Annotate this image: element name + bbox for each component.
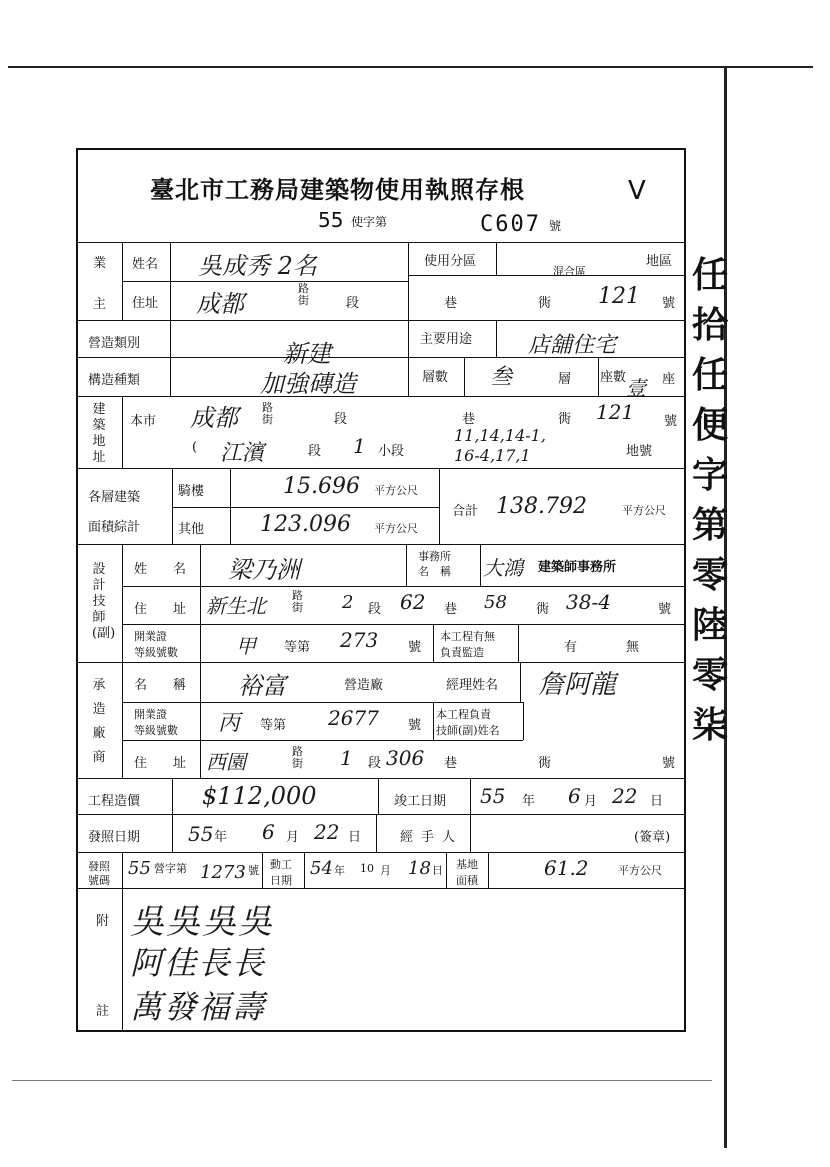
site-road-value: 成都 [190, 404, 238, 432]
completion-day-value: 22 [612, 784, 638, 808]
scan-edge-top [8, 66, 813, 68]
sign-label: (簽章) [634, 830, 671, 845]
issue-year-value: 55 [188, 822, 214, 846]
owner-group-label-1: 業 [93, 256, 107, 271]
contractor-nong-label: 衖 [538, 756, 552, 771]
contractor-duan-label: 段 [368, 756, 382, 771]
build-type-label: 營造類別 [88, 336, 141, 351]
contractor-grade-value: 丙 [218, 711, 241, 736]
start-year-value: 54 [310, 858, 333, 879]
permit-year: 55 [318, 208, 344, 232]
cost-label: 工程造價 [88, 794, 141, 809]
notes-line-2: 阿佳長長 [130, 944, 267, 982]
site-land-value-2: 16-4,17,1 [454, 446, 531, 465]
designer-name-value: 梁乃洲 [228, 556, 300, 584]
issue-year-label: 年 [214, 830, 228, 845]
seats-label: 座數 [600, 370, 627, 385]
designer-xiang-label: 巷 [444, 602, 458, 617]
cost-value: $112,000 [202, 782, 317, 810]
benshi-label: 本市 [130, 414, 157, 429]
designer-road-street-label: 路街 [292, 589, 303, 614]
issue-month-label: 月 [286, 830, 300, 845]
supervise-you-label: 有 [564, 640, 578, 655]
structure-type-label: 構造種類 [88, 373, 141, 388]
start-month-label: 月 [380, 864, 391, 877]
completion-year-label: 年 [522, 794, 536, 809]
completion-month-value: 6 [568, 784, 581, 808]
designer-license-label-2: 等級號數 [134, 646, 178, 659]
area-group-label-1: 各層建築 [88, 490, 141, 505]
contractor-license-label-2: 等級號數 [134, 724, 178, 737]
owner-name-value: 吳成秀 2名 [198, 252, 317, 280]
base-area-label-2: 面積 [456, 874, 478, 887]
manager-name-value: 詹阿龍 [538, 670, 617, 700]
designer-hao2-label: 號 [408, 640, 422, 655]
contractor-hao-label: 號 [408, 718, 422, 733]
site-xiang-label: 巷 [462, 412, 476, 427]
site-road-street-label: 路街 [262, 401, 273, 426]
contractor-license-value: 2677 [328, 706, 379, 730]
completion-year-value: 55 [480, 784, 506, 808]
contractor-dengdi-label: 等第 [260, 718, 287, 733]
designer-dengdi-label: 等第 [284, 640, 311, 655]
designer-address-label: 住 址 [134, 602, 187, 617]
architect-office-label: 建築師事務所 [538, 560, 617, 575]
designer-nong-label: 衖 [536, 602, 550, 617]
seats-value: 壹 [626, 376, 646, 400]
designer-hao-value: 38-4 [566, 590, 611, 614]
ying-zi-label: 營字第 [154, 862, 187, 875]
arcade-area-value: 15.696 [283, 474, 360, 499]
total-area-value: 138.792 [496, 494, 587, 519]
designer-road-value: 新生北 [206, 594, 266, 618]
main-use-label: 主要用途 [420, 332, 473, 347]
owner-group-label-2: 主 [93, 297, 107, 312]
floors-value: 叁 [490, 365, 513, 390]
scan-edge-bottom [12, 1080, 712, 1081]
site-group-label: 建築地址 [92, 402, 106, 465]
contractor-name-value: 裕富 [238, 672, 286, 700]
notes-line-3: 萬發福壽 [130, 988, 267, 1026]
owner-address-number: 121 [598, 284, 640, 309]
contractor-hao-label-2: 號 [662, 756, 676, 771]
office-name-label-1: 事務所 [418, 550, 451, 563]
owner-address-label: 住址 [132, 296, 159, 311]
builder-factory-label: 營造廠 [344, 678, 384, 693]
base-area-value: 61.2 [544, 856, 589, 880]
other-label: 其他 [178, 522, 205, 537]
owner-address-value: 成都 [196, 290, 244, 318]
designer-license-value: 273 [340, 628, 379, 652]
issue-month-value: 6 [262, 820, 275, 844]
issue-no-label-1: 發照 [88, 860, 110, 873]
issue-no-hao-label: 號 [248, 864, 259, 877]
total-sqm-label: 平方公尺 [622, 504, 666, 517]
designer-nong-value: 58 [484, 592, 507, 613]
owner-hao-label: 號 [662, 296, 676, 311]
office-name-label-2: 名 稱 [418, 565, 451, 578]
site-hao-label: 號 [664, 414, 678, 429]
structure-type-value: 加強磚造 [260, 370, 356, 398]
site-paren-open: ( [192, 440, 198, 455]
owner-xiang-label: 巷 [444, 296, 458, 311]
issue-day-value: 22 [314, 820, 340, 844]
issue-day-label: 日 [348, 830, 362, 845]
notes-label-1: 附 [96, 914, 110, 929]
manager-name-label: 經理姓名 [446, 678, 499, 693]
contractor-group-label: 承造廠商 [92, 678, 106, 765]
main-use-value: 店舖住宅 [528, 333, 617, 358]
contractor-license-label-1: 開業證 [134, 708, 167, 721]
designer-hao-label: 號 [658, 602, 672, 617]
site-duan-value: 江濱 [220, 441, 265, 466]
designer-xiang-value: 62 [400, 590, 426, 614]
office-name-value: 大鴻 [483, 556, 523, 580]
floors-label: 層數 [422, 370, 449, 385]
supervise-question-1: 本工程有無 [440, 630, 495, 643]
start-day-label: 日 [432, 864, 443, 877]
contractor-road-value: 西園 [206, 750, 246, 774]
contractor-xiang-label: 巷 [444, 756, 458, 771]
site-duan2-label: 段 [308, 444, 322, 459]
completion-day-label: 日 [650, 794, 664, 809]
site-subduan-label: 小段 [378, 444, 405, 459]
permit-number: C607 [480, 212, 541, 237]
zone-district-value: 混合區 [553, 265, 586, 278]
side-vertical-text: 任拾任便字第零陸零柒 [691, 254, 728, 746]
base-area-sqm-label: 平方公尺 [618, 864, 662, 877]
designer-grade-value: 甲 [236, 634, 256, 658]
completion-date-label: 竣工日期 [394, 794, 447, 809]
notes-line-1: 吳吳吳吳 [130, 902, 274, 942]
designer-group-label: 設計技師(副) [92, 562, 116, 641]
contractor-name-label: 名 稱 [134, 678, 187, 693]
supervise-wu-label: 無 [626, 640, 640, 655]
start-day-value: 18 [408, 858, 431, 879]
issue-date-label: 發照日期 [88, 830, 141, 845]
zuo-label: 座 [662, 372, 676, 387]
stamp-mark: V [628, 176, 646, 206]
document-title: 臺北市工務局建築物使用執照存根 [150, 175, 525, 204]
designer-license-label-1: 開業證 [134, 630, 167, 643]
site-subduan-value: 1 [353, 434, 366, 458]
completion-month-label: 月 [584, 794, 598, 809]
contractor-xiang-value: 306 [386, 746, 425, 770]
supervise-question-2: 負責監造 [440, 646, 484, 659]
site-nong-label: 衖 [558, 412, 572, 427]
issue-year-no-value: 55 [128, 858, 151, 879]
build-type-value: 新建 [283, 340, 331, 368]
issue-no-label-2: 號碼 [88, 874, 110, 887]
other-area-value: 123.096 [260, 512, 351, 537]
contractor-address-label: 住 址 [134, 756, 187, 771]
arcade-label: 騎樓 [178, 484, 205, 499]
owner-name-label: 姓名 [132, 257, 159, 272]
permit-number-suffix: 號 [549, 219, 562, 233]
start-date-label-1: 動工 [270, 858, 292, 871]
start-year-label: 年 [334, 864, 345, 877]
owner-duan-label: 段 [346, 296, 360, 311]
designer-duan-value: 2 [342, 592, 354, 613]
permit-form [76, 148, 686, 1032]
district-label: 地區 [646, 254, 673, 269]
layer-label: 層 [558, 372, 572, 387]
tech-resp-label-2: 技師(副)姓名 [436, 724, 500, 737]
site-duan-label: 段 [334, 412, 348, 427]
permit-char: 使字第 [351, 215, 388, 229]
base-area-label-1: 基地 [456, 858, 478, 871]
start-month-value: 10 [360, 862, 374, 875]
owner-road-street-label: 路街 [298, 282, 309, 307]
arcade-sqm-label: 平方公尺 [374, 484, 418, 497]
total-label: 合計 [452, 504, 479, 519]
contractor-road-street-label: 路街 [292, 745, 303, 770]
handler-label: 經手人 [400, 830, 464, 845]
tech-resp-label-1: 本工程負責 [436, 708, 491, 721]
start-date-label-2: 日期 [270, 874, 292, 887]
site-number-value: 121 [596, 400, 635, 424]
site-land-value-1: 11,14,14-1, [454, 426, 546, 445]
contractor-duan-value: 1 [340, 746, 353, 770]
issue-no-value: 1273 [200, 862, 246, 883]
site-landno-label: 地號 [626, 444, 653, 459]
other-sqm-label: 平方公尺 [374, 522, 418, 535]
notes-label-2: 註 [96, 1004, 110, 1019]
zone-use-label: 使用分區 [424, 254, 477, 269]
owner-nong-label: 衖 [538, 296, 552, 311]
designer-name-label: 姓 名 [134, 562, 187, 577]
designer-duan-label: 段 [368, 602, 382, 617]
area-group-label-2: 面積綜計 [88, 520, 141, 535]
